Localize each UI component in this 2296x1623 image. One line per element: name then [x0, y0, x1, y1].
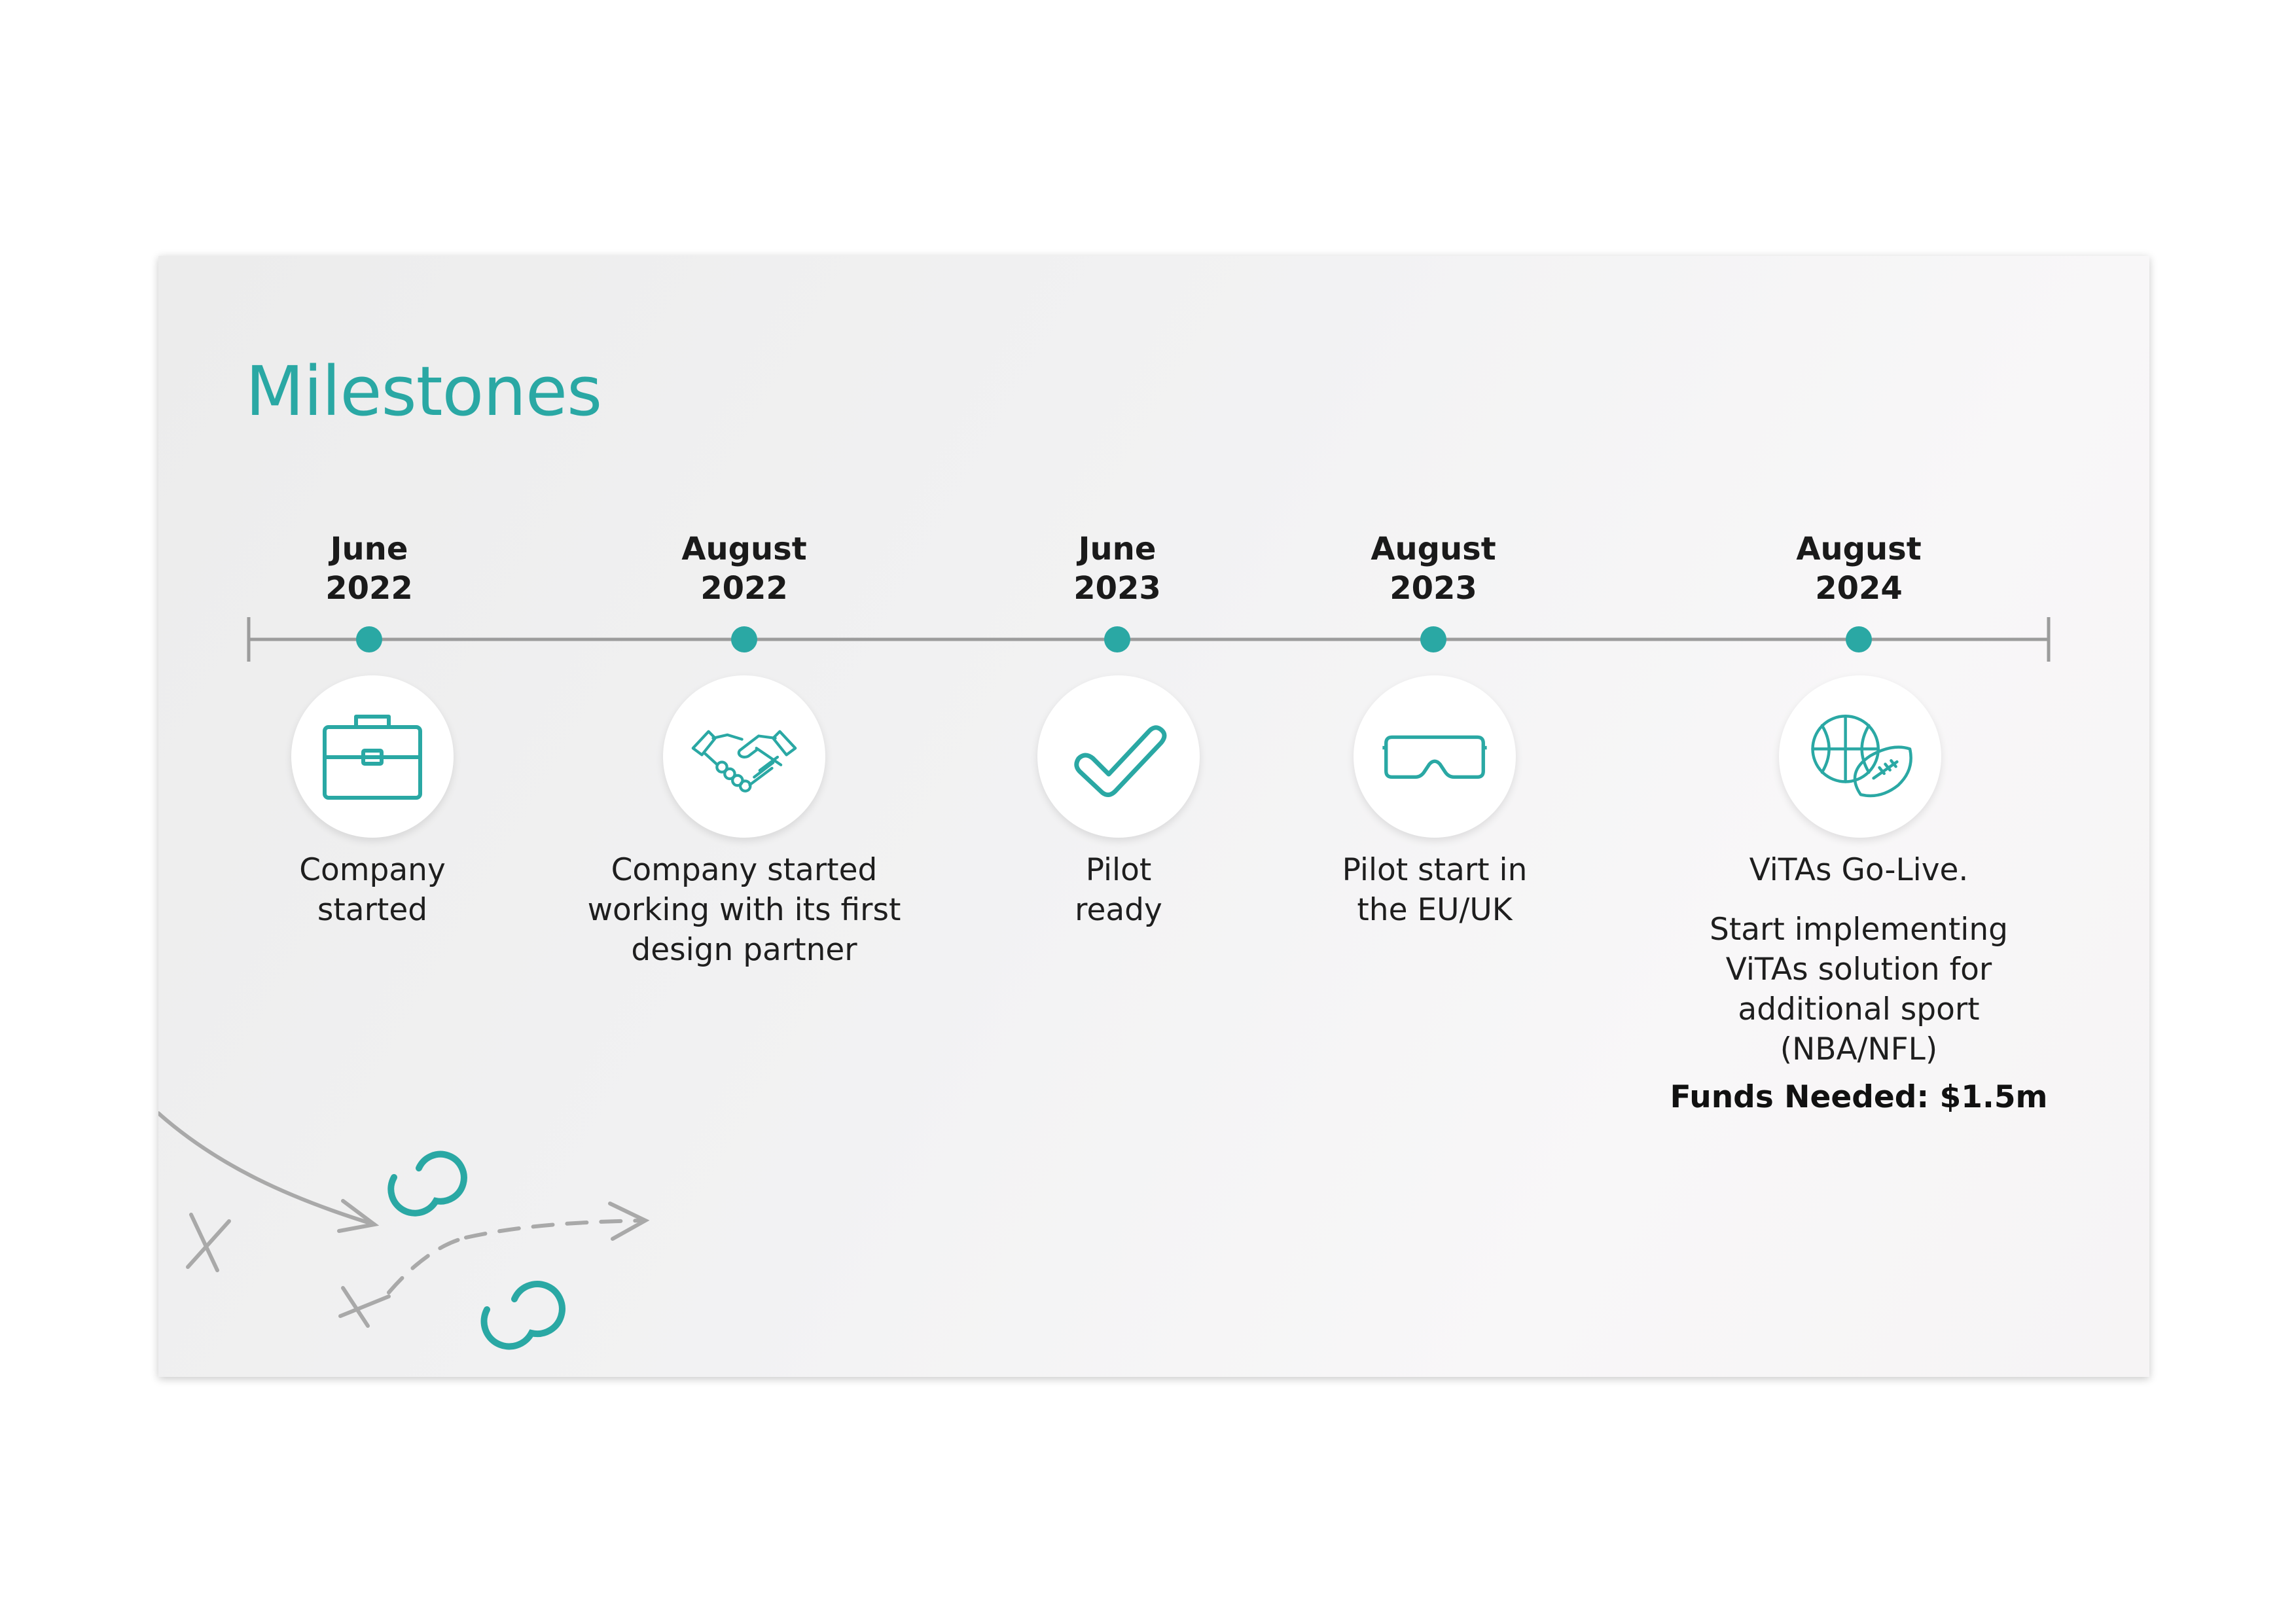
milestone-month: August	[1371, 531, 1496, 567]
milestone-month: August	[681, 531, 807, 567]
timeline-dot	[356, 626, 382, 652]
briefcase-icon	[317, 701, 428, 812]
milestone-year: 2024	[1815, 570, 1903, 607]
milestone-icon-badge	[291, 675, 454, 838]
milestone-date	[1748, 529, 1970, 608]
milestone-date	[258, 529, 480, 608]
page-title: Milestones	[245, 351, 602, 431]
milestone-date	[1006, 529, 1229, 608]
slide	[158, 256, 2149, 1377]
milestone-year: 2023	[1073, 570, 1161, 607]
milestone-month: June	[1078, 531, 1157, 567]
milestone-description: Pilot start in the EU/UK	[1342, 852, 1528, 928]
timeline-dot	[1420, 626, 1446, 652]
milestone-month: August	[1796, 531, 1922, 567]
timeline-dot	[1846, 626, 1872, 652]
milestone-year: 2023	[1390, 570, 1477, 607]
milestone-description: Company started	[299, 852, 446, 928]
milestone-date	[1322, 529, 1545, 608]
milestone-description: Company started working with its first design partner	[587, 852, 901, 968]
milestone-description: ViTAs Go-Live. Start implementing ViTAs solution for additional sport (NBA/NFL)	[1709, 852, 2008, 1067]
funds-needed: Funds Needed: $1.5m	[1670, 1079, 2048, 1115]
milestone-month: June	[330, 531, 408, 567]
vr-headset-icon	[1379, 701, 1490, 812]
milestone-icon-badge	[1779, 675, 1941, 838]
timeline-dot	[731, 626, 757, 652]
timeline	[158, 256, 2149, 1377]
milestone-description: Pilot ready	[1075, 852, 1162, 928]
milestone-year: 2022	[325, 570, 413, 607]
milestone-icon-badge	[663, 675, 825, 838]
checkmark-icon	[1063, 701, 1174, 812]
timeline-dot	[1104, 626, 1130, 652]
milestone-date	[633, 529, 855, 608]
milestone-icon-badge	[1037, 675, 1200, 838]
milestone-year: 2022	[700, 570, 788, 607]
milestone-icon-badge	[1354, 675, 1516, 838]
handshake-icon	[689, 701, 800, 812]
sports-balls-icon	[1804, 701, 1916, 812]
